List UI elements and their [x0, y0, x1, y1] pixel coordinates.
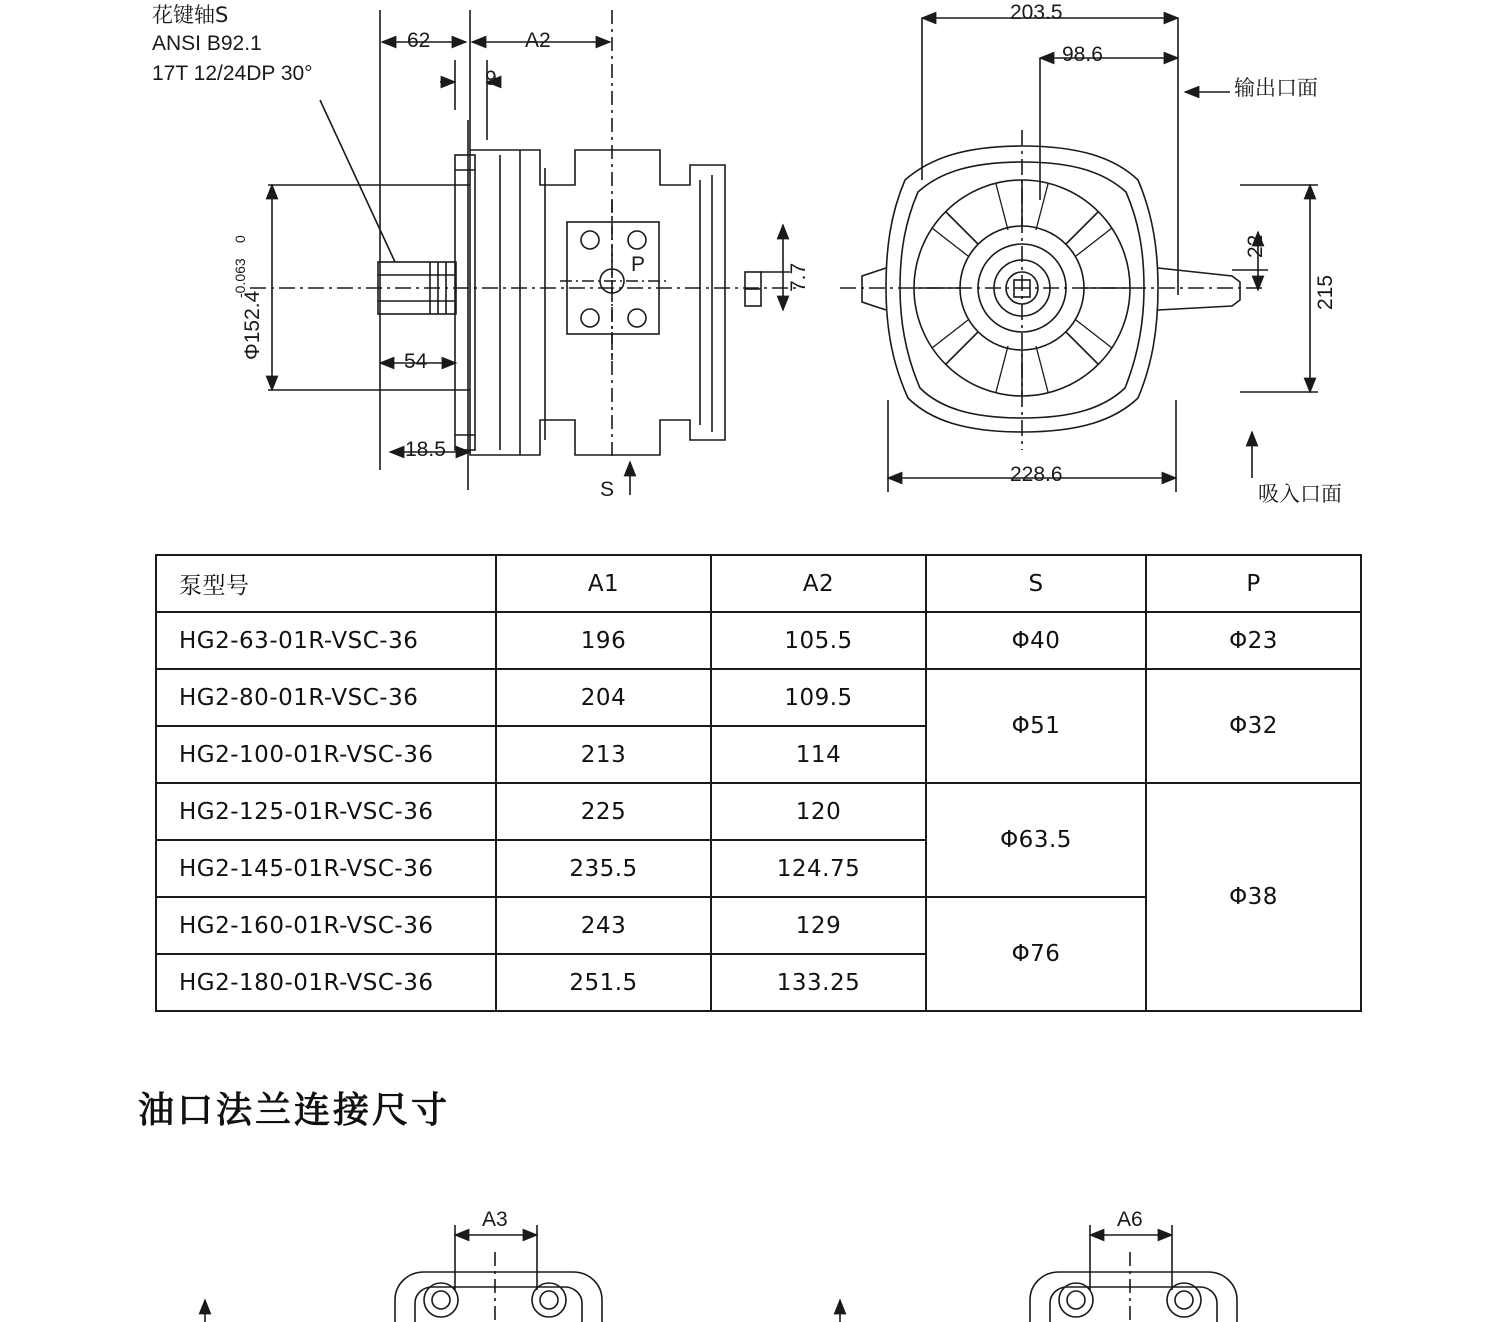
- dim-a2: A2: [525, 29, 551, 52]
- cell-a2: 133.25: [711, 954, 926, 1011]
- cell-s: Φ51: [926, 669, 1146, 783]
- dim-a6: A6: [1117, 1208, 1143, 1231]
- port-p-label: P: [631, 253, 646, 276]
- section-s-label: S: [600, 478, 615, 501]
- cell-s: Φ76: [926, 897, 1146, 1011]
- cell-a2: 120: [711, 783, 926, 840]
- dim-22: 22: [1244, 234, 1267, 258]
- table-header-row: [156, 555, 1361, 612]
- cell-model: HG2-100-01R-VSC-36: [156, 726, 496, 783]
- dim-7-7: 7.7: [787, 262, 810, 292]
- cell-a1: 213: [496, 726, 711, 783]
- cell-model: HG2-63-01R-VSC-36: [156, 612, 496, 669]
- cell-model: HG2-125-01R-VSC-36: [156, 783, 496, 840]
- cell-model: HG2-160-01R-VSC-36: [156, 897, 496, 954]
- cell-a2: 114: [711, 726, 926, 783]
- col-header-a2: A2: [711, 555, 926, 612]
- table-row: [156, 669, 1361, 726]
- dim-203-5: 203.5: [1010, 1, 1063, 24]
- cell-p: Φ23: [1146, 612, 1361, 669]
- cell-a2: 129: [711, 897, 926, 954]
- dim-98-6: 98.6: [1062, 43, 1103, 66]
- dim-54: 54: [404, 350, 428, 373]
- cell-a2: 124.75: [711, 840, 926, 897]
- cell-a1: 235.5: [496, 840, 711, 897]
- cell-a1: 251.5: [496, 954, 711, 1011]
- spline-shaft-note-line3: 17T 12/24DP 30°: [152, 62, 313, 85]
- dim-9: 9: [485, 67, 497, 90]
- col-header-p: P: [1146, 555, 1361, 612]
- cell-a2: 105.5: [711, 612, 926, 669]
- col-header-s: S: [926, 555, 1146, 612]
- spline-shaft-note-line1: 花键轴S: [152, 3, 229, 27]
- cell-a1: 243: [496, 897, 711, 954]
- dim-a3: A3: [482, 1208, 508, 1231]
- dim-62: 62: [407, 29, 431, 52]
- spline-shaft-note-line2: ANSI B92.1: [152, 32, 262, 55]
- cell-a1: 196: [496, 612, 711, 669]
- cell-p: Φ38: [1146, 783, 1361, 1011]
- cell-model: HG2-80-01R-VSC-36: [156, 669, 496, 726]
- outlet-port-label: 输出口面: [1234, 76, 1318, 100]
- cell-model: HG2-145-01R-VSC-36: [156, 840, 496, 897]
- cell-s: Φ63.5: [926, 783, 1146, 897]
- dim-18-5: 18.5: [405, 438, 446, 461]
- dia-152-4-tol-lower: -0.063: [232, 258, 248, 298]
- dia-152-4: Φ152.4: [241, 290, 264, 360]
- section-title-flange-dimensions: 油口法兰连接尺寸: [138, 1090, 451, 1131]
- col-header-model: 泵型号: [156, 555, 496, 612]
- cell-a1: 204: [496, 669, 711, 726]
- dia-152-4-tol-upper: 0: [232, 235, 248, 243]
- cell-p: Φ32: [1146, 669, 1361, 783]
- dim-215: 215: [1314, 274, 1337, 310]
- pump-spec-table: [155, 554, 1360, 1012]
- table-row: [156, 612, 1361, 669]
- dim-228-6: 228.6: [1010, 463, 1063, 486]
- cell-a2: 109.5: [711, 669, 926, 726]
- col-header-a1: A1: [496, 555, 711, 612]
- inlet-port-label: 吸入口面: [1258, 482, 1342, 506]
- cell-s: Φ40: [926, 612, 1146, 669]
- cell-model: HG2-180-01R-VSC-36: [156, 954, 496, 1011]
- cell-a1: 225: [496, 783, 711, 840]
- table-row: [156, 783, 1361, 840]
